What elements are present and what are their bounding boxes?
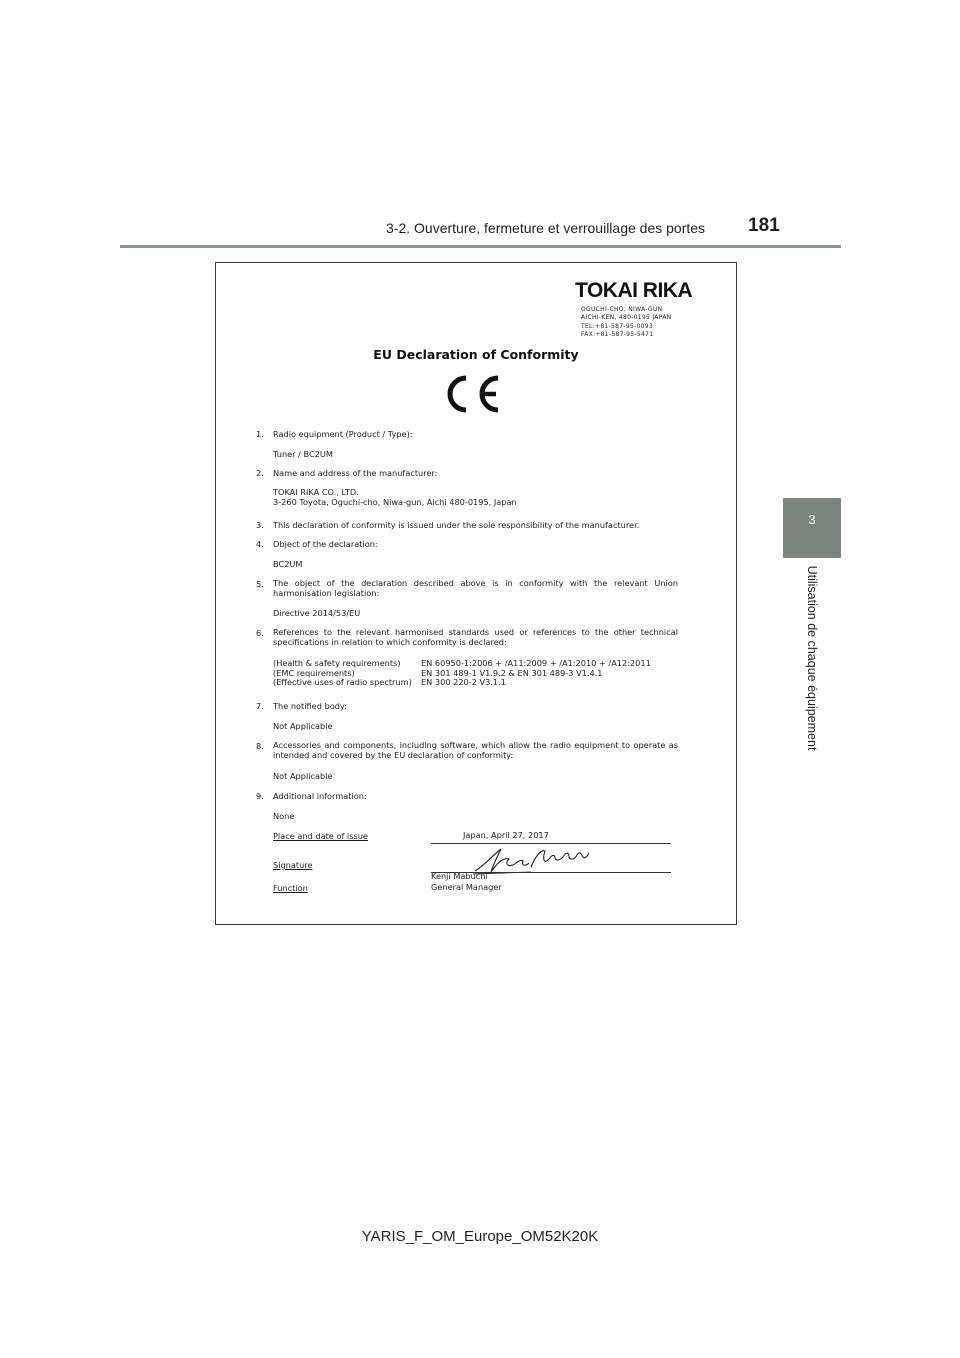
chapter-tab (783, 498, 841, 558)
document-title: EU Declaration of Conformity (373, 347, 579, 362)
standard-value: EN 60950-1:2006 + /A11:2009 + /A1:2010 + /A12:2011 (421, 658, 651, 668)
section-title: 3-2. Ouverture, fermeture et verrouillage des portes (386, 220, 706, 236)
address-line: FAX:+81-587-95-5471 (581, 330, 654, 338)
signer-name: Kenji Mabuchi (431, 871, 488, 881)
item-number: 7. (256, 701, 264, 711)
item-value: Tuner / BC2UM (273, 449, 333, 459)
ce-mark-icon (438, 372, 504, 416)
item-number: 2. (256, 468, 264, 478)
standards-values (421, 659, 651, 688)
item-number: 3. (256, 520, 264, 530)
standard-value: EN 300 220-2 V3.1.1 (421, 677, 506, 687)
item-heading: Name and address of the manufacturer: (273, 468, 438, 478)
item-heading: This declaration of conformity is issued under the sole responsibility of the manufacturer. (273, 520, 640, 530)
declaration-document (215, 262, 737, 925)
manufacturer-address: 3-260 Toyota, Oguchi-cho, Niwa-gun, Aichi 480-0195, Japan (273, 496, 517, 507)
manufacturer-name: TOKAI RIKA CO., LTD. (273, 487, 359, 497)
address-line: TEL:+81-587-95-0093 (581, 322, 654, 330)
chapter-number: 3 (808, 512, 816, 527)
header-divider (120, 245, 841, 248)
standard-label: (EMC requirements) (273, 667, 355, 678)
item-heading: The object of the declaration described above is in conformity with the relevant Union harmonisation legislation: (273, 578, 678, 598)
chapter-title: Utilisation de chaque équipement (805, 565, 819, 751)
item-number: 6. (256, 628, 264, 638)
item-number: 1. (256, 429, 264, 439)
item-number: 8. (256, 741, 264, 751)
item-value: None (273, 811, 295, 821)
item-heading: Object of the declaration: (273, 539, 378, 549)
item-number: 4. (256, 539, 264, 549)
company-logo: TOKAI RIKA (575, 279, 693, 302)
item-value: Not Applicable (273, 721, 333, 731)
place-date-value: Japan, April 27, 2017 (463, 830, 549, 840)
address-line: OGUCHI-CHO, NIWA-GUN (581, 306, 663, 313)
item-heading: Radio equipment (Product / Type): (273, 429, 413, 439)
item-heading: The notified body: (273, 701, 347, 711)
standards-labels (273, 659, 412, 688)
company-address (581, 306, 671, 339)
place-date-line (431, 843, 671, 844)
standard-label: (Effective uses of radio spectrum) (273, 677, 412, 687)
item-value: BC2UM (273, 559, 303, 569)
item-heading: References to the relevant harmonised standards used or references to the other technical specifications in relation to which conformity is declared: (273, 627, 678, 647)
item-value: Not Applicable (273, 771, 333, 781)
function-label: Function (273, 883, 308, 893)
document-code: YARIS_F_OM_Europe_OM52K20K (361, 1228, 599, 1245)
place-date-label: Place and date of issue (273, 831, 368, 841)
item-value: Directive 2014/53/EU (273, 608, 361, 618)
signature-label: Signature (273, 860, 313, 870)
item-heading: Accessories and components, including software, which allow the radio equipment to operate as intended and covered by the EU declaration of conformity: (273, 740, 678, 760)
item-value (273, 488, 517, 507)
page-number: 181 (748, 215, 780, 236)
standard-label: (Health & safety requirements) (273, 658, 401, 668)
item-number: 9. (256, 791, 264, 801)
function-value: General Manager (431, 882, 502, 892)
item-heading: Additional information: (273, 791, 367, 801)
address-line: AICHI-KEN, 480-0195 JAPAN (581, 314, 672, 322)
standard-value: EN 301 489-1 V1.9.2 & EN 301 489-3 V1.4.1 (421, 667, 603, 678)
item-number: 5. (256, 579, 264, 589)
